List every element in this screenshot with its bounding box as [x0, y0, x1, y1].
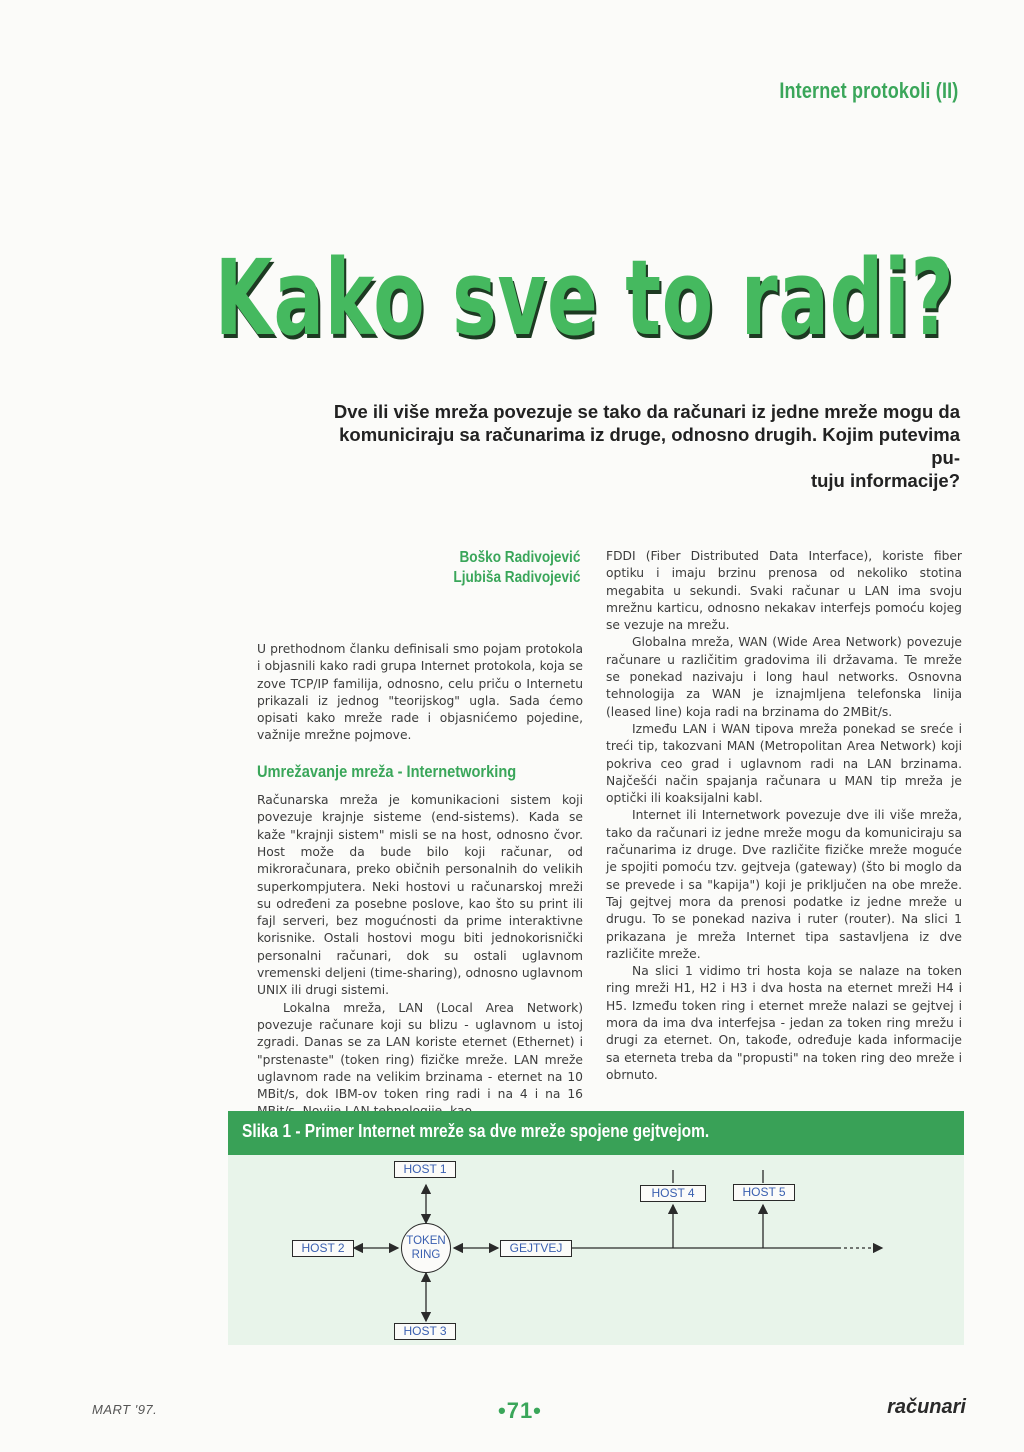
body-paragraph: Internet ili Internetwork povezuje dve ili više mreža, tako da računari iz jedne mreže mogu da komuniciraju sa računarima iz druge. Dve različite fizičke mreže moguće je spojiti pomoću tzv. gejtveja (gateway) (što bi moglo da se prevede i sa "kapija") koji je priključen na obe mreže. Taj gejtvej mora da prenosi podatke iz jedne mreže u drugu. To se ponekad naziva i ruter (router). Na slici 1 prikazana je mreža Internet tipa sastavljena iz dve različite mreže.: [606, 808, 962, 961]
figure-caption-bar: [228, 1111, 964, 1155]
right-column: [606, 548, 962, 1084]
lead-paragraph: [330, 400, 960, 492]
left-column: [257, 641, 583, 1121]
host-2-box: HOST 2: [292, 1240, 354, 1257]
issue-date: MART '97.: [92, 1402, 158, 1417]
lead-line: Dve ili više mreža povezuje se tako da računari iz jedne mreže mogu da: [333, 401, 960, 422]
host-1-box: HOST 1: [394, 1161, 456, 1178]
body-paragraph: Globalna mreža, WAN (Wide Area Network) povezuje računare u različitim gradovima ili državama. Te mreže se ponekad nazivaju i long haul networks. Osnovna tehnologija za WAN je iznajmljena telefonska linija (leased line) koja radi na brzinama do 2MBit/s.: [606, 635, 962, 719]
subheading: Umrežavanje mreža - Internetworking: [257, 761, 517, 781]
lead-line: tuju informacije?: [810, 470, 960, 491]
network-diagram: [228, 1155, 964, 1345]
lead-line: komuniciraju sa računarima iz druge, odnosno drugih. Kojim putevima pu-: [339, 424, 960, 468]
headline: Kako sve to radi?: [214, 237, 954, 359]
body-paragraph: Računarska mreža je komunikacioni sistem koji povezuje krajnje sisteme (end-sistems). Kada se kaže "krajnji sistem" misli se na host, odnosno čvor. Host može da bude bilo koji računar, od mikroračunara, preko običnih personalnih do velikih superkompjutera. Neki hostovi u računarskoj mreži su određeni za posebne poslove, kao što su print ili fajl serveri, bez mogućnosti da prime interaktivne korisnike. Ostali hostovi mogu biti jednokorisnički personalni računari, dok su ostali uglavnom vremenski deljeni (time-sharing), odnosno uglavnom UNIX ili drugi sistemi.: [257, 793, 583, 998]
body-paragraph: Lokalna mreža, LAN (Local Area Network) povezuje računare koji su blizu - uglavnom u istoj zgradi. Danas se za LAN koriste eternet (Ethernet) i "prstenaste" (token ring) fizičke mreže. LAN mreže uglavnom rade na velikim brzinama - eternet na 10 MBit/s, dok IBM-ov token ring radi i na 4 i na 16: [257, 1000, 583, 1102]
token-ring-node: [401, 1223, 451, 1273]
magazine-name: računari: [887, 1396, 966, 1418]
body-paragraph: FDDI (Fiber Distributed Data Interface), koriste fiber optiku i imaju brzinu prenosa od nekoliko stotina megabita u sekundi. Svaki računar u LAN ima svoju mrežnu karticu, odnosno nekakav interfejs pomoću kojeg se vezuje na mrežu.: [606, 549, 962, 633]
figure-caption: Slika 1 - Primer Internet mreže sa dve mreže spojene gejtvejom.: [242, 1121, 710, 1141]
host-5-box: HOST 5: [733, 1184, 795, 1201]
body-paragraph: Između LAN i WAN tipova mreža ponekad se sreće i treći tip, takozvani MAN (Metropolitan Area Network) koji pokriva ceo grad i uglavnom radi na LAN brzinama. Najčešći način spajanja računara u MAN tip mreža je optički ili koaksijalni kabl.: [606, 721, 962, 806]
token-ring-label: RING: [411, 1249, 441, 1261]
host-4-box: HOST 4: [640, 1185, 706, 1202]
host-3-box: HOST 3: [394, 1323, 456, 1340]
author-name: Boško Radivojević: [459, 549, 580, 566]
gateway-box: GEJTVEJ: [500, 1240, 572, 1257]
author-name: Ljubiša Radivojević: [453, 569, 580, 586]
token-ring-label: TOKEN: [406, 1235, 446, 1247]
page-number: •71•: [498, 1398, 542, 1423]
author-byline: [431, 548, 580, 588]
intro-paragraph: U prethodnom članku definisali smo pojam protokola i objasnili kako radi grupa Internet protokola, koja se zove TCP/IP familija, odnosno, celu priču o Internetu prikazali iz jednog "teorijskog" ugla. Sada ćemo opisati kako mreže rade i objasnićemo pojedine, važnije mrežne pojmove.: [257, 642, 583, 743]
section-title: Internet protokoli (II): [778, 78, 958, 103]
body-paragraph: Na slici 1 vidimo tri hosta koja se nalaze na token ring mreži H1, H2 i H3 i dva hosta na eternet mreži H4 i H5. Između token ring i eternet mreže nalazi se gejtvej i mora da ima dva interfejsa - jedan za token ring mrežu i drugi za eternet. On, takođe, određuje kada informacije sa eterneta treba da "propusti" na token ring deo mreže i obrnuto.: [606, 964, 962, 1082]
